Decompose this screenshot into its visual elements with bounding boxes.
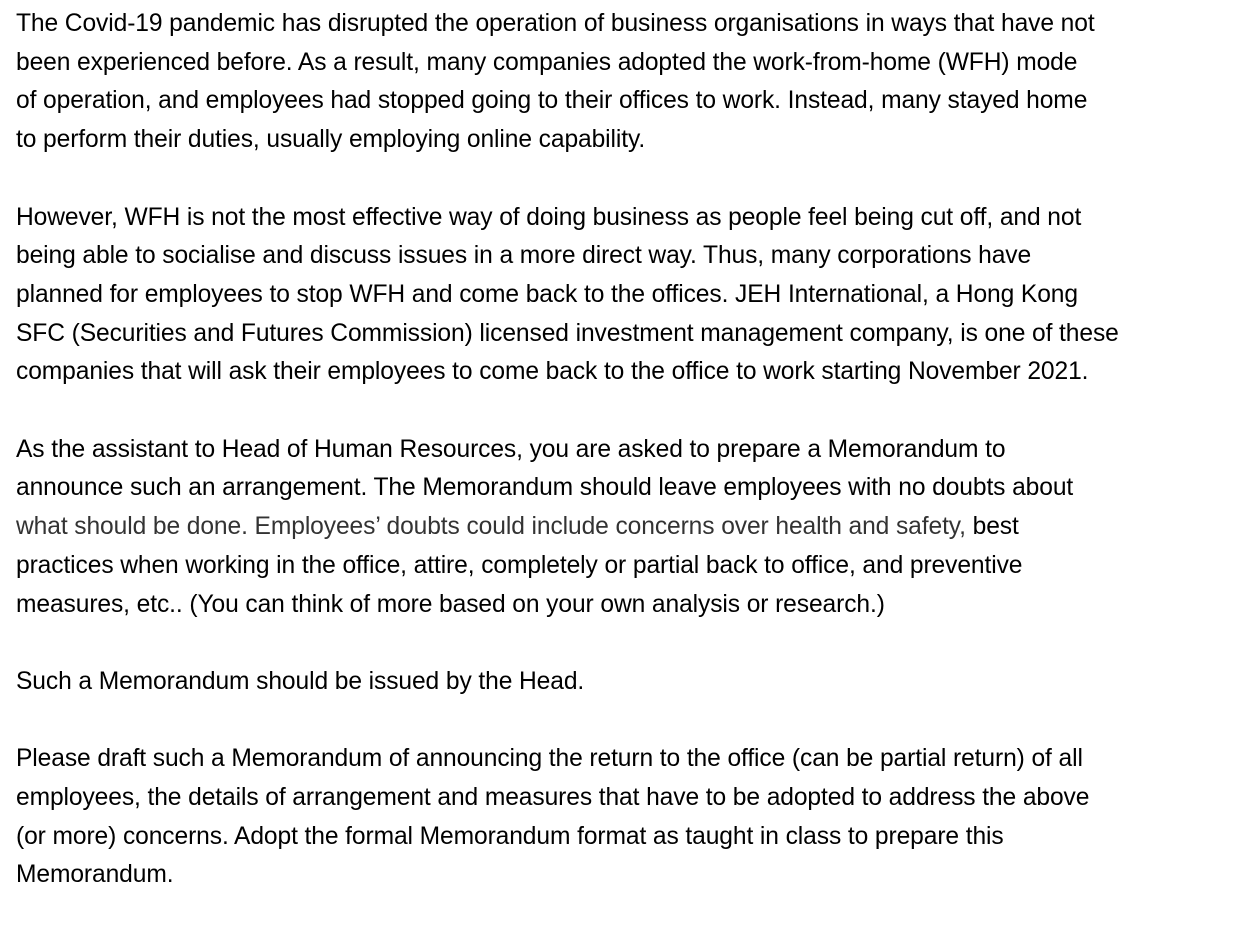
paragraph-return-plan: However, WFH is not the most effective way of doing business as people feel being cut off, and not being able to socialise and discuss issues in a more direct way. Thus, many corporations have planned for employees to stop WFH and come back to the offices. JEH International, a Hong Kong SFC (Securities and Futures Commission) licensed investment management company, is one of these companies that will ask their employees to come back to the office to work starting November 2021.	[16, 203, 1119, 386]
paragraph-assignment-line-end: best	[965, 513, 1019, 541]
paragraph-assignment-line: announce such an arrangement. The Memorandum should leave employees with no doubts about	[16, 474, 1074, 502]
paragraph-assignment-line: As the assistant to Head of Human Resources, you are asked to prepare a Memorandum to	[16, 435, 1006, 463]
paragraph-issuer: Such a Memorandum should be issued by the Head.	[16, 667, 585, 695]
paragraph-assignment-line: measures, etc.. (You can think of more based on your own analysis or research.)	[16, 590, 885, 618]
paragraph-intro: The Covid-19 pandemic has disrupted the operation of business organisations in ways that have not been experienced before. As a result, many companies adopted the work-from-home (WFH) mode of operation, and employees had stopped going to their offices to work. Instead, many stayed home to perform their duties, usually employing online capability.	[16, 10, 1095, 154]
document-body	[16, 5, 1226, 895]
paragraph-assignment-line: practices when working in the office, attire, completely or partial back to office, and preventive	[16, 551, 1023, 579]
paragraph-instructions: Please draft such a Memorandum of announcing the return to the office (can be partial return) of all employees, the details of arrangement and measures that have to be adopted to address the above (or more) concerns. Adopt the formal Memorandum format as taught in class to prepare this Memorandum.	[16, 745, 1090, 889]
paragraph-assignment	[16, 431, 1226, 625]
paragraph-assignment-line: what should be done. Employees’ doubts could include concerns over health and safety,	[16, 513, 966, 541]
